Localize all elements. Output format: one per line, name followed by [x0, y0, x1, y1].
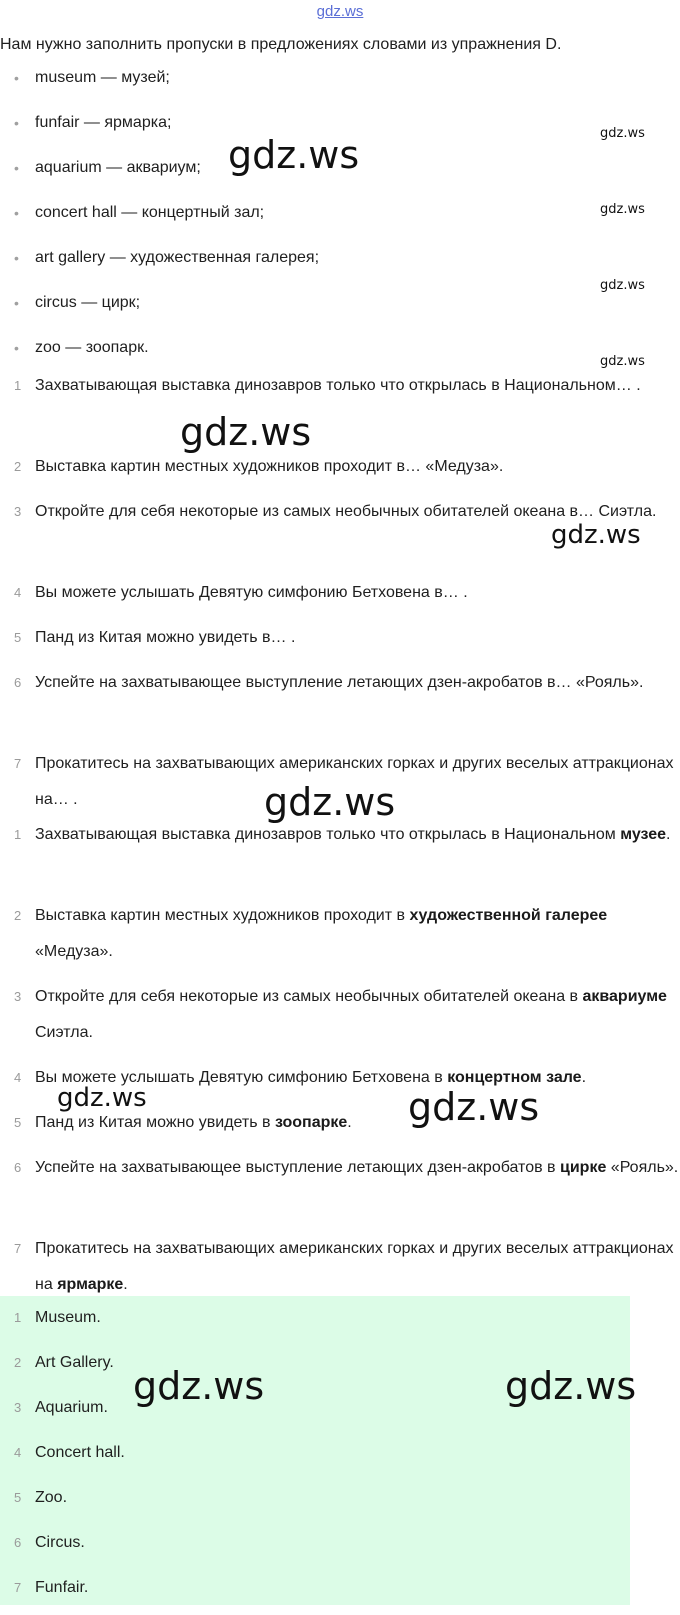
answer-word: художественной галерее — [409, 907, 608, 924]
item-number: 6 — [14, 1160, 22, 1175]
answer-item — [0, 1570, 680, 1615]
filled-sentence-item: 4 Вы можете услышать Девятую симфонию Бетховена в концертном зале. — [0, 1060, 680, 1105]
watermark: gdz.ws — [180, 410, 312, 454]
answer-text: Art Gallery. — [35, 1354, 114, 1371]
watermark: gdz.ws — [408, 1085, 540, 1129]
bullet-icon: • — [14, 340, 19, 356]
vocabulary-list — [0, 60, 680, 375]
question-item — [0, 449, 680, 494]
watermark: gdz.ws — [600, 126, 645, 141]
item-number: 3 — [14, 1400, 22, 1415]
filled-sentence-item: 1 Захватывающая выставка динозавров только что открылась в Национальном музее. — [0, 817, 680, 898]
item-number: 5 — [14, 1490, 22, 1505]
watermark: gdz.ws — [264, 780, 396, 824]
vocab-item: • aquarium — аквариум; — [0, 150, 680, 195]
item-number: 6 — [14, 675, 22, 690]
filled-sentence-list — [0, 817, 680, 1307]
item-number: 7 — [14, 756, 22, 771]
item-number: 1 — [14, 378, 22, 393]
answer-text: Concert hall. — [35, 1444, 125, 1461]
task-intro: Нам нужно заполнить пропуски в предложениях словами из упражнения D. — [0, 36, 562, 53]
watermark: gdz.ws — [228, 133, 360, 177]
vocab-item: • concert hall — концертный зал; — [0, 195, 680, 240]
item-number: 4 — [14, 1445, 22, 1460]
item-number: 1 — [14, 1310, 22, 1325]
item-number: 1 — [14, 827, 22, 842]
bullet-icon: • — [14, 250, 19, 266]
watermark: gdz.ws — [551, 520, 641, 550]
item-number: 7 — [14, 1580, 22, 1595]
answer-text: Zoo. — [35, 1489, 68, 1506]
question-list — [0, 368, 680, 817]
answer-text: Aquarium. — [35, 1399, 108, 1416]
item-number: 2 — [14, 459, 22, 474]
item-number: 5 — [14, 1115, 22, 1130]
watermark: gdz.ws — [57, 1083, 147, 1113]
question-item — [0, 665, 680, 746]
bullet-icon: • — [14, 115, 19, 131]
answer-text: Funfair. — [35, 1579, 89, 1596]
answer-text: Circus. — [35, 1534, 85, 1551]
bullet-icon: • — [14, 160, 19, 176]
answer-word: музее — [620, 826, 667, 843]
vocab-item: • funfair — ярмарка; — [0, 105, 680, 150]
bullet-icon: • — [14, 205, 19, 221]
item-number: 3 — [14, 504, 22, 519]
answer-word: аквариуме — [582, 988, 667, 1005]
vocab-item: • museum — музей; — [0, 60, 680, 105]
question-text: Выставка картин местных художников проходит в… «Медуза». — [35, 458, 504, 475]
watermark: gdz.ws — [600, 278, 645, 293]
question-text: Захватывающая выставка динозавров только что открылась в Национальном… . — [35, 377, 641, 394]
watermark: gdz.ws — [505, 1364, 637, 1408]
item-number: 4 — [14, 1070, 22, 1085]
question-item — [0, 620, 680, 665]
filled-sentence-item: 2 Выставка картин местных художников проходит в художественной галерее «Медуза». — [0, 898, 680, 979]
item-number: 4 — [14, 585, 22, 600]
filled-sentence-item: 7 Прокатитесь на захватывающих американских горках и других веселых аттракционах на ярмарке. — [0, 1231, 680, 1307]
question-text: Вы можете услышать Девятую симфонию Бетховена в… . — [35, 584, 468, 601]
item-number: 6 — [14, 1535, 22, 1550]
item-number: 2 — [14, 1355, 22, 1370]
answer-item — [0, 1525, 680, 1570]
question-text: Панд из Китая можно увидеть в… . — [35, 629, 296, 646]
question-item — [0, 368, 680, 449]
answer-text: Museum. — [35, 1309, 101, 1326]
vocab-item: • circus — цирк; — [0, 285, 680, 330]
item-number: 3 — [14, 989, 22, 1004]
answer-word: зоопарке — [274, 1114, 348, 1131]
answer-word: ярмарке — [57, 1276, 124, 1293]
item-number: 7 — [14, 1241, 22, 1256]
site-link[interactable]: gdz.ws — [316, 3, 364, 20]
filled-sentence-item: 5 Панд из Китая можно увидеть в зоопарке. — [0, 1105, 680, 1150]
question-text: Откройте для себя некоторые из самых необычных обитателей океана в… Сиэтла. — [35, 503, 657, 520]
watermark: gdz.ws — [133, 1364, 265, 1408]
filled-sentence-item: 3 Откройте для себя некоторые из самых необычных обитателей океана в аквариуме Сиэтла. — [0, 979, 680, 1060]
question-text: Успейте на захватывающее выступление летающих дзен-акробатов в… «Рояль». — [35, 674, 644, 691]
bullet-icon: • — [14, 70, 19, 86]
filled-sentence-item: 6 Успейте на захватывающее выступление летающих дзен-акробатов в цирке «Рояль». — [0, 1150, 680, 1231]
watermark: gdz.ws — [600, 202, 645, 217]
answer-word: цирке — [560, 1159, 607, 1176]
answer-item — [0, 1435, 680, 1480]
item-number: 2 — [14, 908, 22, 923]
question-item — [0, 575, 680, 620]
answer-word: концертном зале — [447, 1069, 582, 1086]
question-text: Прокатитесь на захватывающих американских горках и других веселых аттракционах на… . — [35, 755, 674, 808]
answers-list — [0, 1300, 680, 1615]
item-number: 5 — [14, 630, 22, 645]
watermark: gdz.ws — [600, 354, 645, 369]
vocab-item: • zoo — зоопарк. — [0, 330, 680, 375]
answer-item — [0, 1300, 680, 1345]
bullet-icon: • — [14, 295, 19, 311]
answer-item — [0, 1480, 680, 1525]
vocab-item: • art gallery — художественная галерея; — [0, 240, 680, 285]
